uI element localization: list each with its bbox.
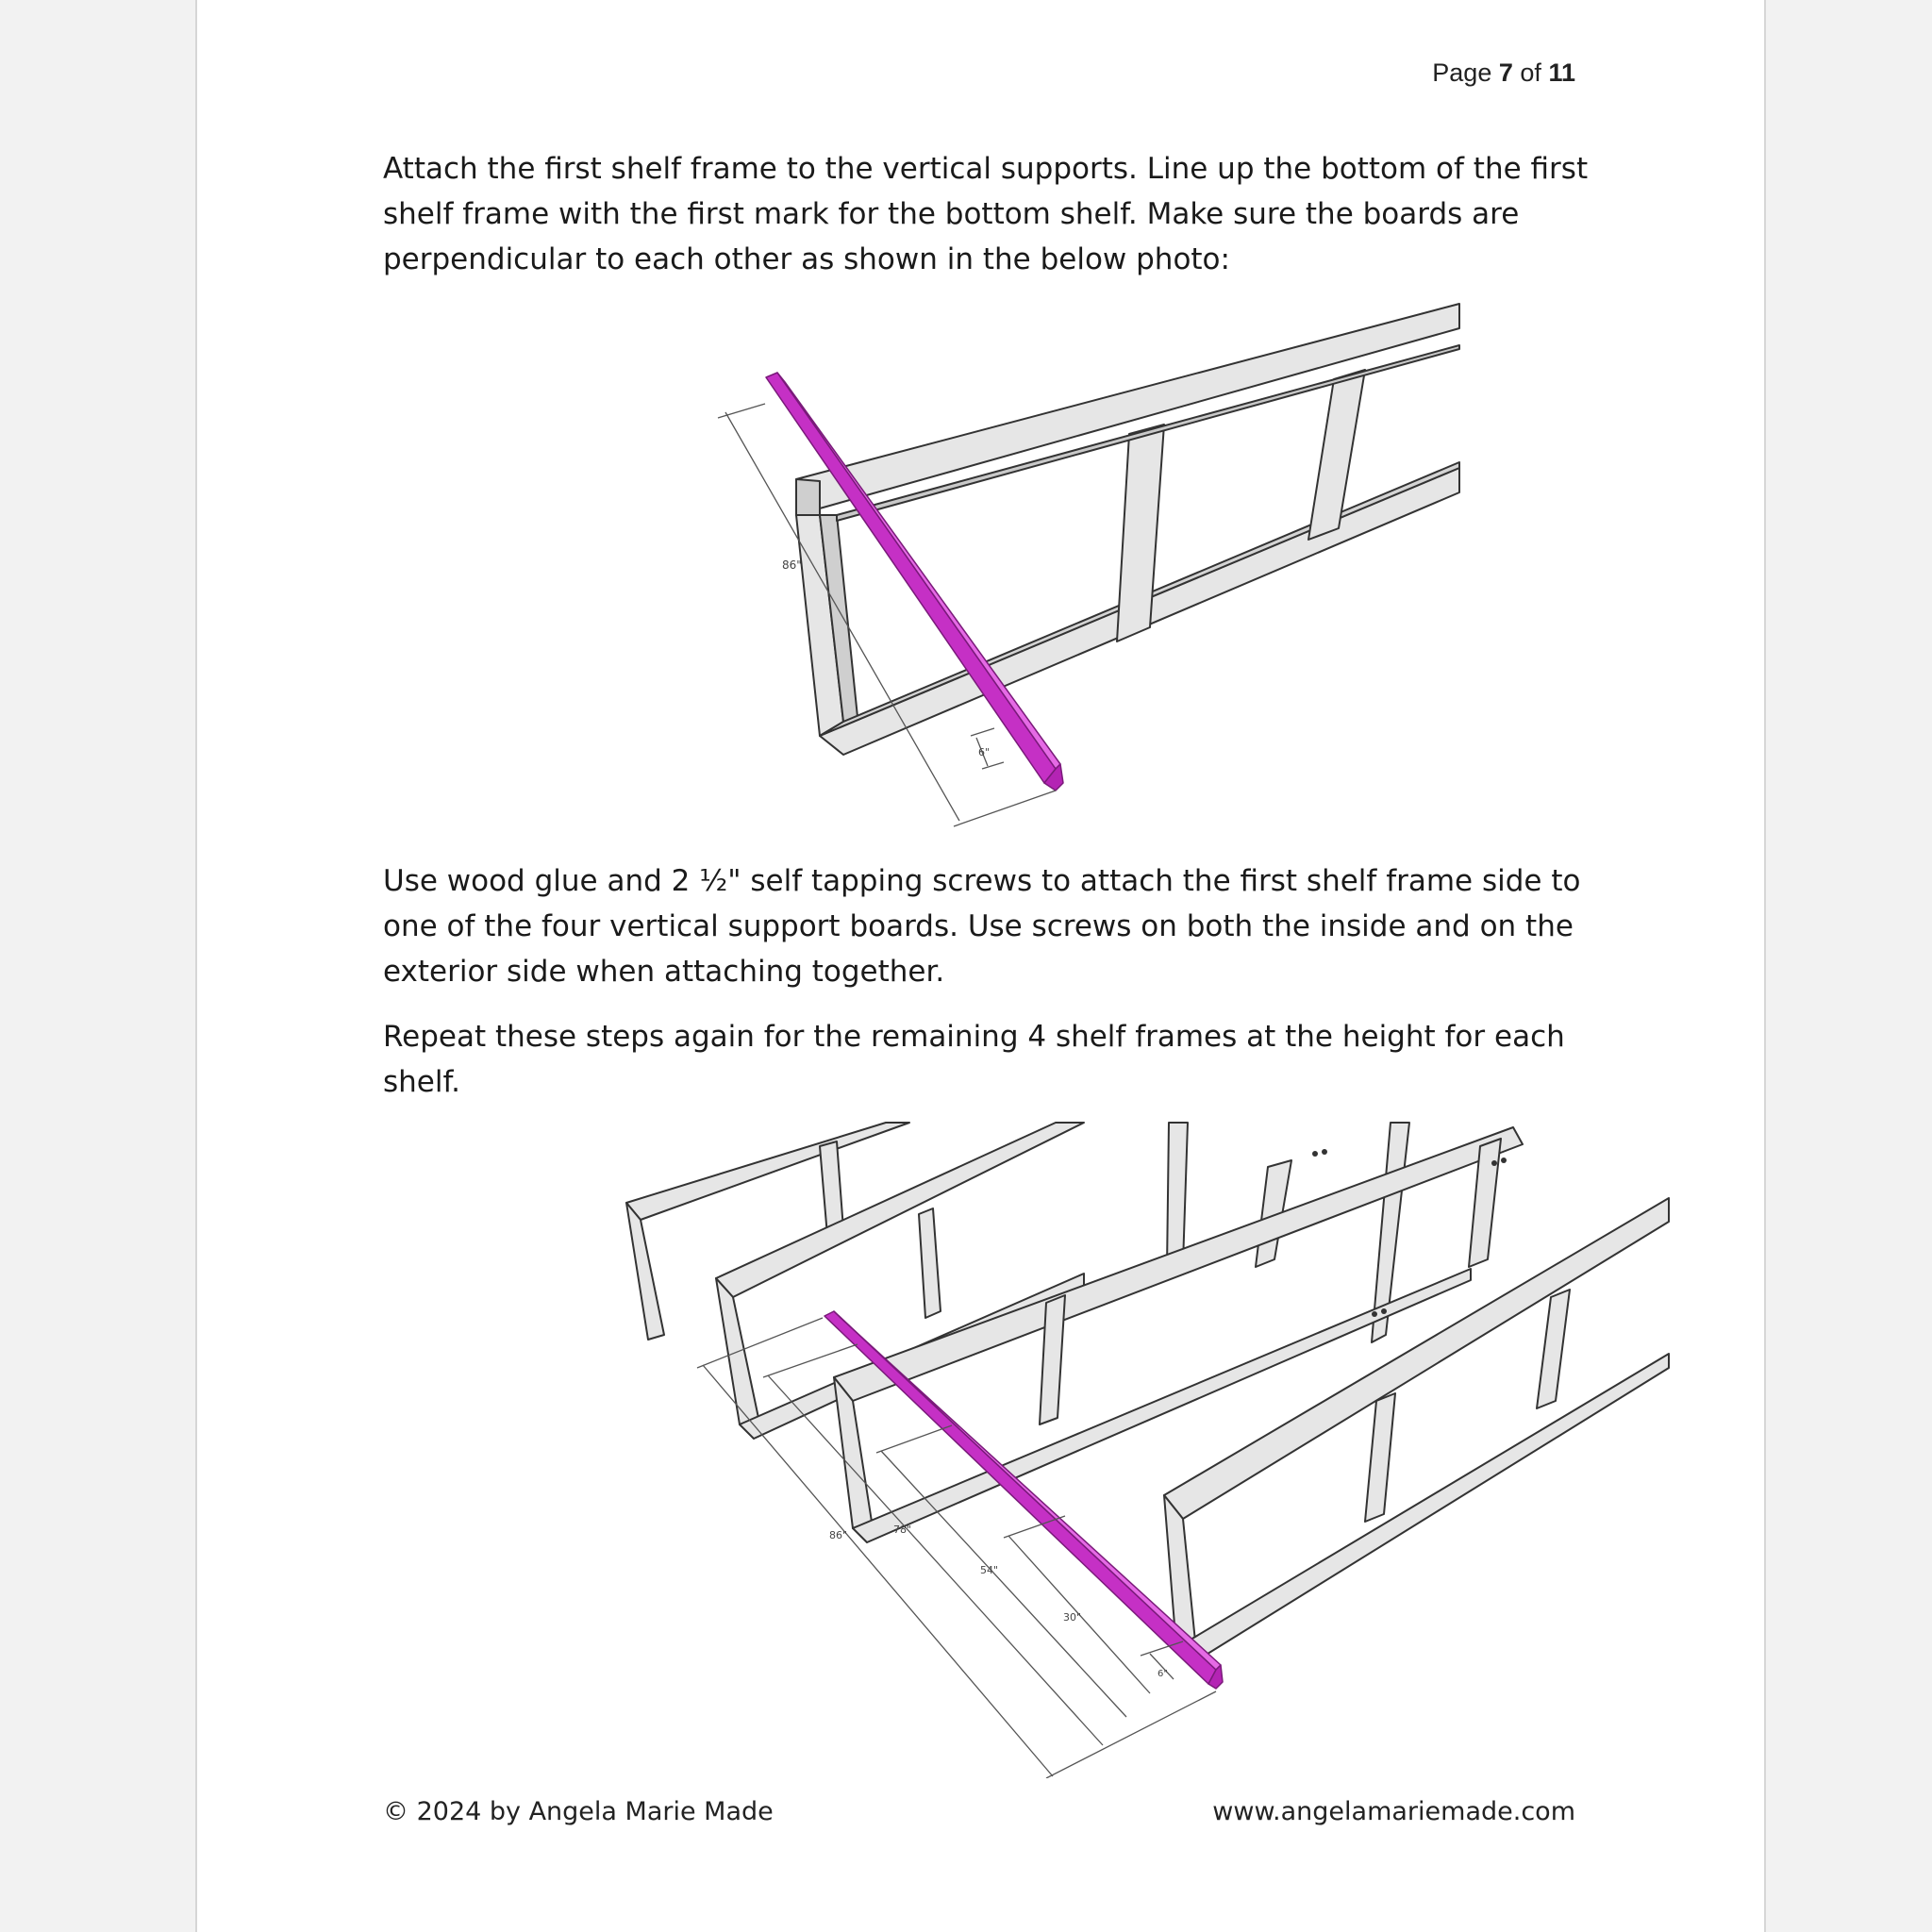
dimension-label-30: 30" [1063,1611,1082,1624]
shelf-frame-diagram-1 [499,292,1678,830]
shelf-frame-4-bottom [1176,1354,1669,1663]
frame-top-rail-end [796,479,820,515]
dimension-label-86-2: 86" [829,1529,848,1541]
page-number [1432,58,1575,88]
shelf-frame-1-post [626,1203,664,1340]
dimension-label-6-2: 6" [1158,1669,1168,1679]
page-current: 7 [1498,58,1513,87]
footer-copyright: © 2024 by Angela Marie Made [383,1797,774,1826]
shelf-frame-2-upright [919,1208,941,1318]
page-total: 11 [1548,58,1575,87]
footer-website[interactable]: www.angelamariemade.com [1212,1797,1575,1826]
page-of: of [1520,58,1541,87]
page-prefix: Page [1432,58,1492,87]
dimension-label-86: 86" [782,558,802,572]
dimension-lines-2 [697,1318,1216,1778]
dimension-label-54: 54" [980,1564,999,1576]
dimension-label-78: 78" [893,1524,912,1536]
instruction-paragraph-1: Attach the first shelf frame to the vertical supports. Line up the bottom of the first shelf frame with the first mark for the bottom shelf. Make sure the boards are perpendicular to each other as shown in the below photo: [383,152,1589,276]
instruction-paragraph-2: Use wood glue and 2 ½" self tapping screws to attach the first shelf frame side to one of the four vertical support boards. Use screws on both the inside and on the exterior side when attaching together. [383,864,1581,989]
instruction-paragraph-3: Repeat these steps again for the remaining 4 shelf frames at the height for each shelf. [383,1020,1565,1099]
vertical-post-back-1 [1167,1123,1188,1269]
shelf-frame-4-upright-1 [1365,1393,1395,1522]
shelf-frame-4-upright-2 [1537,1290,1570,1408]
shelf-frames-group [626,1123,1669,1663]
shelf-frame-diagram-2 [480,1118,1707,1778]
vertical-support-board-2 [824,1311,1223,1689]
shelf-frame-1-top [626,1123,909,1220]
document-page [195,0,1766,1932]
dimension-label-6: 6" [978,746,991,758]
shelf-frame-3-post [834,1377,872,1528]
shelf-frame-2-top [716,1123,1084,1297]
